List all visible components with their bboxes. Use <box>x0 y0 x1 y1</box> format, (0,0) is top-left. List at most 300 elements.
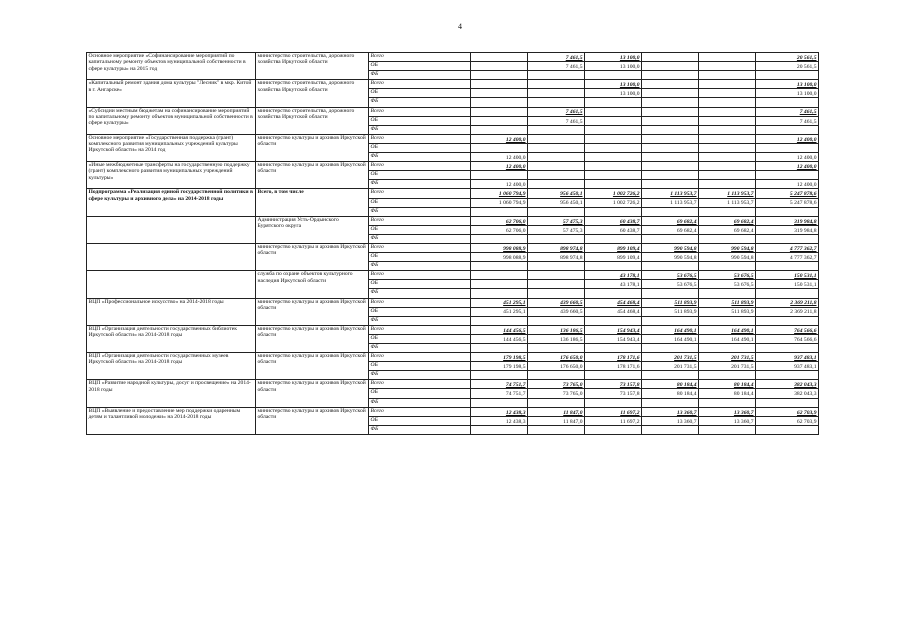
value-cell <box>528 98 585 107</box>
value-cell: 179 198,5 <box>471 362 528 371</box>
value-cell <box>585 262 642 271</box>
table-row <box>87 271 819 280</box>
value-cell <box>699 162 756 171</box>
value-cell: 319 984,8 <box>756 216 819 225</box>
value-cell <box>585 316 642 325</box>
table-row <box>87 407 819 416</box>
value-cell <box>528 262 585 271</box>
funding-source-cell: ОБ <box>369 334 471 343</box>
value-cell <box>699 344 756 353</box>
value-cell: 73 157,8 <box>585 389 642 398</box>
value-cell: 1 060 794,9 <box>471 198 528 207</box>
value-cell <box>471 53 528 62</box>
funding-source-cell: ОБ <box>369 225 471 234</box>
funding-source-cell: ФБ <box>369 234 471 243</box>
table-body <box>87 53 819 435</box>
value-cell <box>699 134 756 143</box>
budget-table <box>86 52 819 435</box>
value-cell <box>699 171 756 180</box>
value-cell: 1 113 953,7 <box>699 189 756 198</box>
funding-source-cell: Всего <box>369 298 471 307</box>
executor-cell: министерство строительства, дорожного хозяйства Иркутской области <box>256 53 369 80</box>
value-cell: 12 400,0 <box>471 162 528 171</box>
value-cell <box>699 80 756 89</box>
value-cell <box>471 425 528 434</box>
table-row <box>87 380 819 389</box>
value-cell: 990 594,8 <box>642 253 699 262</box>
value-cell: 60 438,7 <box>585 216 642 225</box>
value-cell <box>585 98 642 107</box>
value-cell <box>528 180 585 189</box>
funding-source-cell: ФБ <box>369 398 471 407</box>
value-cell: 154 943,4 <box>585 325 642 334</box>
funding-source-cell: ОБ <box>369 116 471 125</box>
value-cell <box>642 134 699 143</box>
value-cell <box>471 171 528 180</box>
value-cell: 319 984,8 <box>756 225 819 234</box>
value-cell <box>471 107 528 116</box>
funding-source-cell: Всего <box>369 271 471 280</box>
value-cell: 73 157,8 <box>585 380 642 389</box>
activity-name-cell: Основное мероприятие «Государственная поддержка (грант) комплексного развития муниципальных учреждений культуры Иркутской области» на 2014 год <box>87 134 256 161</box>
value-cell: 13 360,7 <box>699 416 756 425</box>
funding-source-cell: ФБ <box>369 125 471 134</box>
value-cell <box>471 116 528 125</box>
value-cell: 201 731,5 <box>699 362 756 371</box>
funding-source-cell: Всего <box>369 53 471 62</box>
table-row <box>87 216 819 225</box>
value-cell <box>585 71 642 80</box>
value-cell: 60 438,7 <box>585 225 642 234</box>
funding-source-cell: ОБ <box>369 362 471 371</box>
value-cell <box>528 398 585 407</box>
value-cell: 201 731,5 <box>642 362 699 371</box>
value-cell: 13 100,0 <box>585 62 642 71</box>
value-cell <box>756 344 819 353</box>
activity-name-cell <box>87 271 256 298</box>
value-cell <box>585 180 642 189</box>
value-cell <box>471 89 528 98</box>
value-cell <box>528 162 585 171</box>
value-cell: 20 561,5 <box>756 62 819 71</box>
value-cell <box>585 153 642 162</box>
executor-cell: министерство строительства, дорожного хозяйства Иркутской области <box>256 107 369 134</box>
value-cell: 451 295,1 <box>471 307 528 316</box>
activity-name-cell: ВЦП «Организация деятельности государственных музеев Иркутской области» на 2014-2018 годы <box>87 353 256 380</box>
value-cell: 144 456,5 <box>471 325 528 334</box>
value-cell: 164 490,1 <box>642 325 699 334</box>
executor-cell: министерство культуры и архивов Иркутской области <box>256 380 369 407</box>
value-cell <box>642 116 699 125</box>
value-cell: 53 676,5 <box>642 280 699 289</box>
value-cell <box>699 89 756 98</box>
funding-source-cell: Всего <box>369 325 471 334</box>
funding-source-cell: Всего <box>369 189 471 198</box>
value-cell <box>642 162 699 171</box>
value-cell <box>585 289 642 298</box>
executor-cell: Администрация Усть-Ордынского Бурятского округа <box>256 216 369 243</box>
funding-source-cell: ОБ <box>369 198 471 207</box>
value-cell: 62 703,9 <box>756 407 819 416</box>
activity-name-cell: ВЦП «Организация деятельности государственных библиотек Иркутской области» на 2014-2018 годы <box>87 325 256 352</box>
value-cell <box>699 234 756 243</box>
value-cell <box>642 180 699 189</box>
funding-source-cell: ОБ <box>369 62 471 71</box>
value-cell <box>642 234 699 243</box>
value-cell: 11 847,0 <box>528 416 585 425</box>
value-cell: 150 531,1 <box>756 271 819 280</box>
value-cell <box>699 425 756 434</box>
value-cell <box>699 262 756 271</box>
executor-cell: министерство культуры и архивов Иркутской области <box>256 325 369 352</box>
value-cell <box>585 107 642 116</box>
value-cell: 80 184,4 <box>642 380 699 389</box>
value-cell <box>471 344 528 353</box>
value-cell: 990 594,8 <box>699 253 756 262</box>
value-cell <box>756 262 819 271</box>
value-cell: 154 943,4 <box>585 334 642 343</box>
value-cell: 57 475,3 <box>528 216 585 225</box>
value-cell: 69 682,4 <box>642 225 699 234</box>
activity-name-cell: ВЦП «Развитие народной культуры, досуг и просвещение» на 2014-2018 годы <box>87 380 256 407</box>
funding-source-cell: ОБ <box>369 253 471 262</box>
value-cell: 53 676,5 <box>642 271 699 280</box>
table-row <box>87 189 819 198</box>
value-cell <box>471 80 528 89</box>
value-cell <box>471 143 528 152</box>
value-cell: 5 247 878,6 <box>756 189 819 198</box>
page-number: 4 <box>458 22 462 31</box>
value-cell: 7 461,5 <box>756 107 819 116</box>
value-cell <box>756 125 819 134</box>
activity-name-cell: «Капитальный ремонт здания дома культуры "Лесник" в мкр. Китой в г. Ангарске» <box>87 80 256 107</box>
activity-name-cell: ВЦП «Профессиональное искусство» на 2014-2018 годы <box>87 298 256 325</box>
value-cell <box>642 143 699 152</box>
value-cell: 12 400,0 <box>756 153 819 162</box>
activity-name-cell: «Субсидии местным бюджетам на софинансирование мероприятий по капитальному ремонту объектов муниципальной собственности в сфере культуры» <box>87 107 256 134</box>
value-cell <box>528 207 585 216</box>
value-cell: 13 100,0 <box>585 53 642 62</box>
executor-cell: министерство строительства, дорожного хозяйства Иркутской области <box>256 80 369 107</box>
value-cell: 511 893,9 <box>642 298 699 307</box>
funding-source-cell: ФБ <box>369 316 471 325</box>
funding-source-cell: Всего <box>369 243 471 252</box>
value-cell: 62 706,0 <box>471 216 528 225</box>
value-cell: 439 660,5 <box>528 298 585 307</box>
table-row <box>87 134 819 143</box>
value-cell <box>699 62 756 71</box>
executor-cell: министерство культуры и архивов Иркутской области <box>256 353 369 380</box>
value-cell <box>471 62 528 71</box>
value-cell <box>699 143 756 152</box>
value-cell: 12 400,0 <box>756 134 819 143</box>
value-cell <box>471 316 528 325</box>
value-cell <box>471 398 528 407</box>
funding-source-cell: ФБ <box>369 371 471 380</box>
value-cell <box>699 116 756 125</box>
value-cell <box>642 425 699 434</box>
funding-source-cell: Всего <box>369 380 471 389</box>
value-cell: 956 450,1 <box>528 189 585 198</box>
value-cell <box>699 316 756 325</box>
value-cell: 1 113 953,7 <box>699 198 756 207</box>
value-cell: 2 369 211,8 <box>756 298 819 307</box>
funding-source-cell: Всего <box>369 162 471 171</box>
value-cell <box>528 71 585 80</box>
value-cell: 7 461,5 <box>528 62 585 71</box>
executor-cell: министерство культуры и архивов Иркутской области <box>256 162 369 189</box>
value-cell <box>528 344 585 353</box>
value-cell: 176 650,0 <box>528 362 585 371</box>
value-cell <box>585 344 642 353</box>
activity-name-cell: ВЦП «Выявление и предоставление мер поддержки одаренным детям и талантливой молодежи» на 2014-2018 годы <box>87 407 256 434</box>
value-cell <box>471 125 528 134</box>
value-cell: 899 109,4 <box>585 253 642 262</box>
value-cell <box>699 107 756 116</box>
funding-source-cell: ОБ <box>369 143 471 152</box>
value-cell <box>471 234 528 243</box>
value-cell <box>642 289 699 298</box>
value-cell: 13 360,7 <box>642 407 699 416</box>
value-cell <box>528 289 585 298</box>
value-cell: 13 360,7 <box>699 407 756 416</box>
value-cell: 69 682,4 <box>699 216 756 225</box>
value-cell: 136 186,5 <box>528 334 585 343</box>
value-cell: 990 594,8 <box>699 243 756 252</box>
value-cell <box>699 125 756 134</box>
value-cell <box>642 344 699 353</box>
value-cell: 11 847,0 <box>528 407 585 416</box>
table-row <box>87 298 819 307</box>
value-cell <box>642 153 699 162</box>
value-cell <box>528 371 585 380</box>
value-cell: 80 184,4 <box>699 380 756 389</box>
value-cell <box>528 125 585 134</box>
executor-cell: служба по охране объектов культурного наследия Иркутской области <box>256 271 369 298</box>
value-cell: 136 186,5 <box>528 325 585 334</box>
funding-source-cell: ОБ <box>369 389 471 398</box>
value-cell: 511 893,9 <box>699 298 756 307</box>
value-cell: 69 682,4 <box>642 216 699 225</box>
value-cell <box>642 62 699 71</box>
value-cell <box>642 171 699 180</box>
value-cell <box>585 162 642 171</box>
value-cell <box>699 98 756 107</box>
value-cell: 11 697,2 <box>585 416 642 425</box>
value-cell <box>471 71 528 80</box>
value-cell: 12 400,0 <box>471 153 528 162</box>
value-cell: 150 531,1 <box>756 280 819 289</box>
value-cell <box>585 116 642 125</box>
value-cell: 7 461,5 <box>528 53 585 62</box>
value-cell <box>528 271 585 280</box>
value-cell <box>471 371 528 380</box>
value-cell <box>756 234 819 243</box>
value-cell <box>756 207 819 216</box>
activity-name-cell: Подпрограмма «Реализация единой государственной политики в сфере культуры и архивного дела» на 2014-2018 годы <box>87 189 256 216</box>
value-cell: 12 438,3 <box>471 407 528 416</box>
value-cell: 164 490,1 <box>642 334 699 343</box>
value-cell <box>471 271 528 280</box>
value-cell <box>642 53 699 62</box>
value-cell <box>585 171 642 180</box>
value-cell: 956 450,1 <box>528 198 585 207</box>
value-cell: 13 100,0 <box>585 89 642 98</box>
value-cell <box>756 289 819 298</box>
value-cell: 899 109,4 <box>585 243 642 252</box>
value-cell: 80 184,4 <box>699 389 756 398</box>
table-row <box>87 243 819 252</box>
funding-source-cell: ФБ <box>369 207 471 216</box>
value-cell <box>471 289 528 298</box>
value-cell: 1 113 953,7 <box>642 198 699 207</box>
value-cell <box>528 80 585 89</box>
value-cell: 13 100,0 <box>756 89 819 98</box>
value-cell: 937 483,1 <box>756 353 819 362</box>
funding-source-cell: Всего <box>369 107 471 116</box>
value-cell <box>699 53 756 62</box>
table-row <box>87 80 819 89</box>
executor-cell: министерство культуры и архивов Иркутской области <box>256 298 369 325</box>
value-cell <box>528 280 585 289</box>
funding-source-cell: Всего <box>369 407 471 416</box>
value-cell: 144 456,5 <box>471 334 528 343</box>
executor-cell: министерство культуры и архивов Иркутской области <box>256 407 369 434</box>
value-cell: 53 676,5 <box>699 271 756 280</box>
value-cell: 7 461,5 <box>528 107 585 116</box>
funding-source-cell: ФБ <box>369 71 471 80</box>
value-cell: 74 751,7 <box>471 380 528 389</box>
activity-name-cell: Основное мероприятие «Софинансирование мероприятий по капитальному ремонту объектов муниципальной собственности в сфере культуры» на 2015 год <box>87 53 256 80</box>
funding-source-cell: Всего <box>369 80 471 89</box>
value-cell: 12 400,0 <box>471 134 528 143</box>
value-cell <box>699 180 756 189</box>
value-cell <box>699 289 756 298</box>
funding-source-cell: ОБ <box>369 171 471 180</box>
value-cell: 1 060 794,9 <box>471 189 528 198</box>
funding-source-cell: ФБ <box>369 425 471 434</box>
value-cell <box>699 71 756 80</box>
value-cell: 1 113 953,7 <box>642 189 699 198</box>
value-cell: 164 490,1 <box>699 334 756 343</box>
value-cell: 201 731,5 <box>642 353 699 362</box>
value-cell <box>756 143 819 152</box>
value-cell: 62 703,9 <box>756 416 819 425</box>
funding-source-cell: ОБ <box>369 416 471 425</box>
value-cell <box>528 425 585 434</box>
value-cell <box>528 134 585 143</box>
value-cell: 80 184,4 <box>642 389 699 398</box>
value-cell: 4 777 362,7 <box>756 253 819 262</box>
funding-source-cell: ФБ <box>369 289 471 298</box>
value-cell: 764 566,6 <box>756 325 819 334</box>
value-cell: 5 247 878,6 <box>756 198 819 207</box>
funding-source-cell: Всего <box>369 134 471 143</box>
value-cell: 998 088,9 <box>471 243 528 252</box>
value-cell: 454 468,4 <box>585 298 642 307</box>
value-cell <box>642 371 699 380</box>
value-cell: 13 100,0 <box>585 80 642 89</box>
value-cell: 937 483,1 <box>756 362 819 371</box>
value-cell: 12 400,0 <box>756 162 819 171</box>
value-cell <box>528 316 585 325</box>
value-cell: 7 461,5 <box>756 116 819 125</box>
value-cell <box>642 398 699 407</box>
value-cell: 2 369 211,8 <box>756 307 819 316</box>
value-cell <box>756 98 819 107</box>
value-cell <box>756 316 819 325</box>
executor-cell: министерство культуры и архивов Иркутской области <box>256 243 369 270</box>
value-cell <box>699 153 756 162</box>
value-cell <box>642 71 699 80</box>
value-cell: 11 697,2 <box>585 407 642 416</box>
value-cell: 12 400,0 <box>756 180 819 189</box>
value-cell: 439 660,5 <box>528 307 585 316</box>
value-cell: 179 198,5 <box>471 353 528 362</box>
value-cell: 898 974,8 <box>528 253 585 262</box>
value-cell <box>585 134 642 143</box>
value-cell <box>528 89 585 98</box>
executor-cell: Всего, в том числе <box>256 189 369 216</box>
funding-source-cell: ФБ <box>369 344 471 353</box>
value-cell: 13 360,7 <box>642 416 699 425</box>
value-cell: 382 043,3 <box>756 389 819 398</box>
value-cell <box>756 371 819 380</box>
value-cell <box>699 371 756 380</box>
value-cell <box>585 398 642 407</box>
value-cell <box>642 262 699 271</box>
value-cell: 998 088,9 <box>471 253 528 262</box>
value-cell <box>528 171 585 180</box>
value-cell: 990 594,8 <box>642 243 699 252</box>
funding-source-cell: Всего <box>369 353 471 362</box>
value-cell <box>585 143 642 152</box>
value-cell <box>699 398 756 407</box>
value-cell: 451 295,1 <box>471 298 528 307</box>
value-cell: 7 461,5 <box>528 116 585 125</box>
value-cell: 764 566,6 <box>756 334 819 343</box>
value-cell <box>585 207 642 216</box>
value-cell: 57 475,3 <box>528 225 585 234</box>
value-cell: 164 490,1 <box>699 325 756 334</box>
value-cell: 1 002 726,2 <box>585 189 642 198</box>
value-cell: 20 561,5 <box>756 53 819 62</box>
value-cell: 1 002 726,2 <box>585 198 642 207</box>
value-cell: 178 171,6 <box>585 362 642 371</box>
value-cell: 43 178,1 <box>585 271 642 280</box>
funding-source-cell: ОБ <box>369 89 471 98</box>
value-cell <box>471 262 528 271</box>
value-cell <box>756 171 819 180</box>
value-cell <box>528 143 585 152</box>
value-cell <box>756 425 819 434</box>
value-cell <box>642 80 699 89</box>
funding-source-cell: ФБ <box>369 180 471 189</box>
table-row <box>87 107 819 116</box>
activity-name-cell <box>87 243 256 270</box>
value-cell: 12 400,0 <box>471 180 528 189</box>
value-cell <box>642 316 699 325</box>
value-cell <box>642 125 699 134</box>
value-cell: 382 043,3 <box>756 380 819 389</box>
value-cell <box>528 234 585 243</box>
value-cell <box>642 207 699 216</box>
value-cell <box>585 234 642 243</box>
executor-cell: министерство культуры и архивов Иркутской области <box>256 134 369 161</box>
value-cell: 73 765,0 <box>528 389 585 398</box>
value-cell: 73 765,0 <box>528 380 585 389</box>
value-cell: 176 650,0 <box>528 353 585 362</box>
